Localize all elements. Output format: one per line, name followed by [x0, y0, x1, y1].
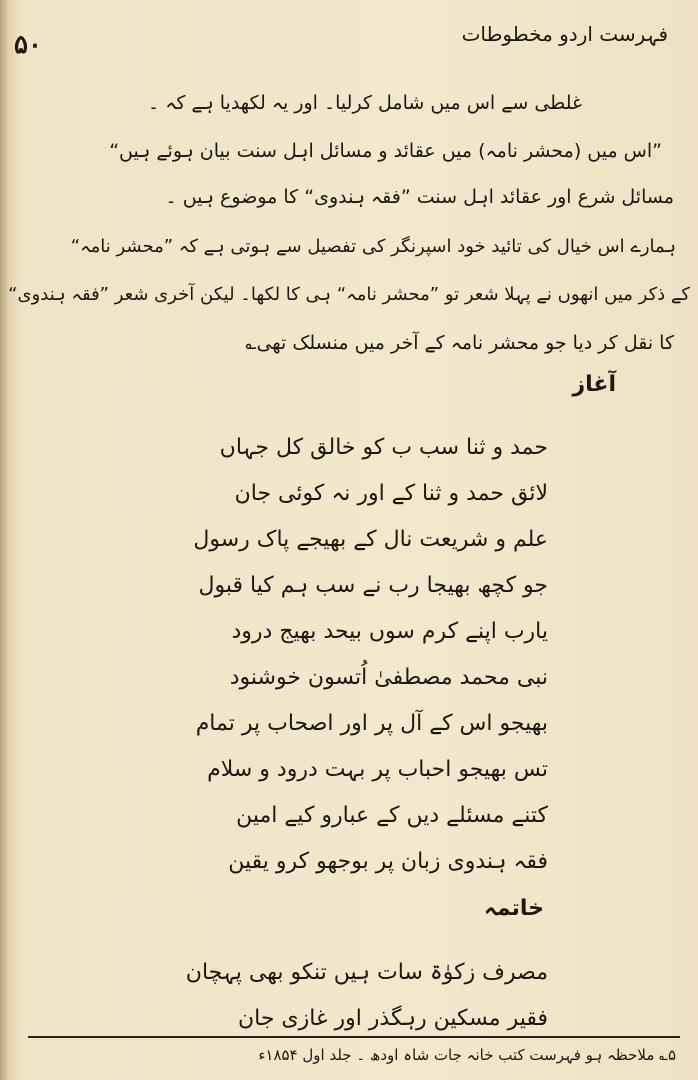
page-edge-shadow	[0, 0, 10, 1080]
verse-line: مصرف زکوٰۃ سات ہیں تنکو بھی پہچان	[185, 960, 548, 985]
verse-line: فقیر مسکین رہگذر اور غازی جان	[237, 1006, 548, 1031]
verse-line: بھیجو اس کے آل پر اور اصحاب پر تمام	[195, 711, 548, 736]
prose-line-2: ”اس میں (محشر نامہ) میں عقائد و مسائل اہل سنت بیان ہوئے ہیں“	[109, 140, 662, 162]
prose-line-5: کے ذکر میں انھوں نے پہلا شعر تو ”محشر نامہ“ ہی کا لکھا۔ لیکن آخری شعر ”فقہ ہندوی“	[8, 284, 690, 305]
verses-end	[168, 950, 548, 1042]
page-number: ۵۰	[14, 30, 42, 60]
prose-line-4: ہمارے اس خیال کی تائید خود اسپرنگر کی تفصیل سے ہوتی ہے کہ ”محشر نامہ“	[70, 236, 676, 257]
verse-line: تس بھیجو احباب پر بہت درود و سلام	[207, 757, 548, 782]
verse-line: لائق حمد و ثنا کے اور نہ کوئی جان	[234, 481, 548, 506]
footnote-divider	[28, 1036, 680, 1038]
prose-line-3: مسائل شرع اور عقائد اہل سنت ”فقہ ہندوی“ کا موضوع ہیں ۔	[165, 186, 674, 208]
verse-line: فقہ ہندوی زبان پر بوجھو کرو یقین	[228, 849, 548, 874]
heading-khatima: خاتمہ	[483, 896, 544, 921]
running-header: فہرست اردو مخطوطات	[461, 22, 668, 46]
verse-line: نبی محمد مصطفیٰ اُتسون خوشنود	[229, 665, 548, 690]
heading-aghaz: آغاز	[572, 372, 616, 397]
verse-line: حمد و ثنا سب ب کو خالق کل جہاں	[219, 435, 548, 460]
verse-line: علم و شریعت نال کے بھیجے پاک رسول	[193, 527, 548, 552]
verses-start	[168, 425, 548, 885]
verse-line: کتنے مسئلے دیں کے عبارو کیے امین	[236, 803, 548, 828]
prose-line-1: غلطی سے اس میں شامل کرلیا۔ اور یہ لکھدیا ہے کہ ۔	[148, 92, 582, 114]
prose-line-6: کا نقل کر دیا جو محشر نامہ کے آخر میں منسلک تھی؎	[245, 332, 674, 354]
verse-line: جو کچھ بھیجا رب نے سب ہم کیا قبول	[198, 573, 548, 598]
footnote: ۵؎ ملاحظہ ہو فہرست کتب خانہ جات شاہ اودھ ۔ جلد اول ۱۸۵۴ء	[258, 1046, 676, 1064]
verse-line: یارب اپنے کرم سوں بیحد بھیج درود	[231, 619, 548, 644]
